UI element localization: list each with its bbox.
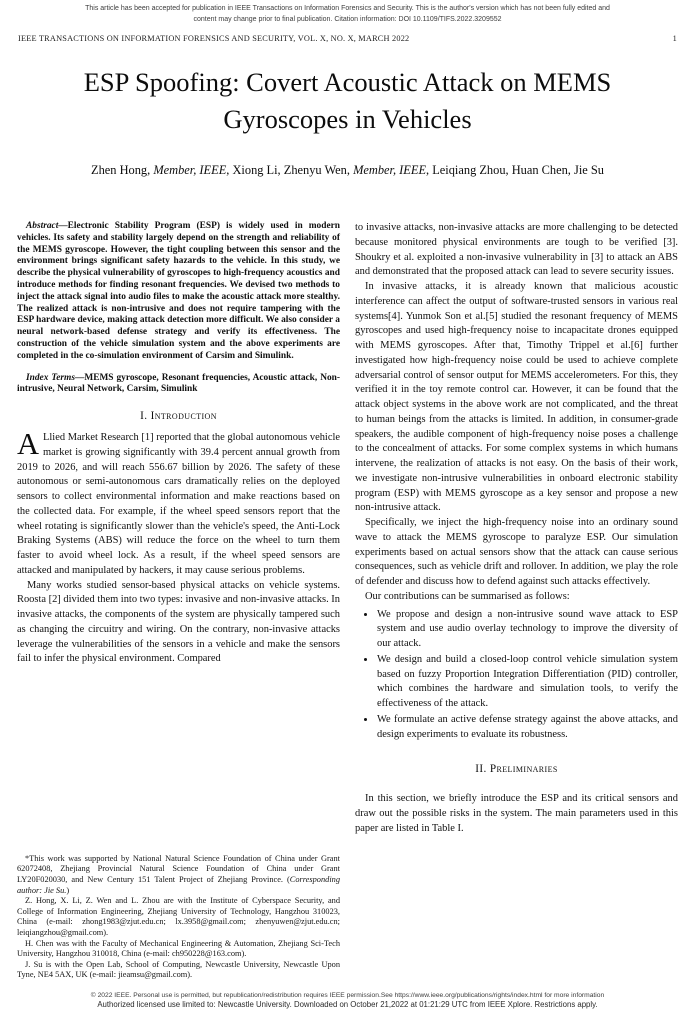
two-column-body <box>17 221 678 981</box>
acceptance-notice-line1: This article has been accepted for publication in IEEE Transactions on Information Forensics and Security. This is the author's version which has not been fully edited and <box>85 5 610 12</box>
abstract-text: —Electronic Stability Program (ESP) is widely used in modern vehicles. Its safety and stability largely depend on the strength and reliability of the MEMS gyroscope. However, the tight coupling between this sensor and the environment brings significant safety hazards to the vehicle. In this study, we describe the physical vulnerability of gyroscopes to high-frequency acoustics and introduce methods for finding resonant frequencies. We devised two methods to inject the attack signal into audio files to make the acoustic attack more stealthy. The realized attack is non-intrusive and does not require tampering with the ESP hardware device, making attack detection more difficult. We also consider a neural network-based defense strategy and verify its effectiveness. The construction of the vehicle simulation system and the above experiments are completed in the co-simulation environment of Carsim and Simulink. <box>17 221 340 361</box>
copyright-line: © 2022 IEEE. Personal use is permitted, but republication/redistribution requires IEEE permission.See https://www.ieee.org/publications/rights/index.html for more information <box>90 991 605 999</box>
right-column <box>355 221 678 981</box>
left-column <box>17 221 340 981</box>
contribution-item: • We formulate an active defense strategy against the above attacks, and design experiments to evaluate its robustness. <box>376 713 678 743</box>
author-names: , Leiqiang Zhou, Huan Chen, Jie Su <box>426 163 604 177</box>
body-paragraph-invasive-attacks: In invasive attacks, it is already known that malicious acoustic interference can affect the output of software-trusted sensors in various real systems[4]. Yunmok Son et al.[5] studied the resonant frequency of MEMS gyroscopes and used high-frequency noise to incapacitate drones equipped with MEMS gyroscopes. After that, Timothy Trippel et al.[6] further investigated how high-frequency noise could be used to achieve complete adversarial control of sensor output for MEMS accelerometers. For this, they verified it in the toy remote control car. However, it can be found that the attack object systems in the above work are not complicated, and the threat to human beings from the attacks is limited. In addition, in consumer-grade speakers, the audible component of high-frequency noise poses a challenge to the concealment of attacks. For some complex systems in which humans intervene, the realization of attacks is not easy. On the basis of their work, we investigate non-intrusive vulnerabilities in onboard electronic stability program (ESP) with MEMS gyroscope as a key sensor and propose a new non-intrusive attack. <box>355 281 678 514</box>
author-names: , Xiong Li, Zhenyu Wen, <box>226 163 354 177</box>
section-heading-preliminaries: II. Preliminaries <box>475 763 558 776</box>
license-line: Authorized licensed use limited to: Newcastle University. Downloaded on October 21,2022 at 01:21:29 UTC from IEEE Xplore. Restrictions apply. <box>97 999 598 1009</box>
index-terms-label: Index Terms <box>26 372 75 383</box>
abstract <box>17 221 340 363</box>
footnote-funding <box>17 854 340 896</box>
contributions-list <box>355 608 678 743</box>
index-terms-text: —MEMS gyroscope, Resonant frequencies, Acoustic attack, Non-intrusive, Neural Network, Carsim, Simulink <box>17 372 340 395</box>
footnote-funding-text: *This work was supported by National Natural Science Foundation of China under Grant 62072408, Zhejiang Provincial Natural Science Foundation of China under Grant LY20F020030, and New Century 151 Talent Project of Zhejiang Province. ( <box>17 853 340 885</box>
drop-cap: A <box>17 427 40 462</box>
intro-paragraph-1 <box>17 427 340 579</box>
preliminaries-paragraph: In this section, we briefly introduce the ESP and its critical sensors and draw out the possible risks in the system. The main parameters used in this paper are listed in Table I. <box>355 793 678 834</box>
contributions-lead-in: Our contributions can be summarised as follows: <box>365 590 570 602</box>
footnotes <box>17 854 340 981</box>
abstract-label: Abstract <box>26 221 59 231</box>
corresponding-author-note: Corresponding author: Jie Su. <box>17 875 340 895</box>
index-terms <box>17 373 340 397</box>
body-paragraph-continuation: to invasive attacks, non-invasive attacks are more challenging to be detected because monitored physical environments are tough to be verified [3]. Shoukry et al. exploited a non-invasive vulnerability in [3] to attack an ABS and demonstrated that the proposed attack can lead to severe security issues. <box>355 222 678 278</box>
footnote-affiliation-2: H. Chen was with the Faculty of Mechanical Engineering & Automation, Zhejiang Sci-Tech University, Hangzhou 310018, China (e-mail: ch950228@163.com). <box>17 938 340 959</box>
intro-paragraph-1-text: Llied Market Research [1] reported that the global autonomous vehicle market is growing significantly with 39.4 percent annual growth from 2019 to 2026, and will reach 556.67 billion by 2026. The safety of these autonomous or semi-autonomous cars dramatically relies on the deployed sensors to collect environmental information and make reactions based on the collected data. For example, if the wheel speed sensors report that the wheel rotating is significantly slower than the vehicle's speed, the Anti-Lock Braking Systems (ABS) will reduce the force on the wheel to turn them faster to avoid wheel lock. As a result, if the wheel speed sensors are attacked and manipulated by hackers, it may cause serious problems. <box>17 432 340 576</box>
journal-title: IEEE TRANSACTIONS ON INFORMATION FORENSICS AND SECURITY, VOL. X, NO. X, MARCH 2022 <box>18 34 410 43</box>
copyright-footer <box>0 992 695 1010</box>
footnote-affiliation-1: Z. Hong, X. Li, Z. Wen and L. Zhou are with the Institute of Cyberspace Security, and College of Information Engineering, Zhejiang University of Technology, Hangzhou 310023, China (e-mail: zhong1983@zjut.edu.cn; lx.3958@gmail.com; zhenyuwen@zjut.edu.cn; leiqiangzhou@gmail.com). <box>17 896 340 938</box>
paper-title <box>0 64 695 138</box>
footnote-funding-close: ) <box>66 885 70 895</box>
paper-title-line1: ESP Spoofing: Covert Acoustic Attack on MEMS <box>83 67 612 97</box>
intro-paragraph-2: Many works studied sensor-based physical attacks on vehicle systems. Roosta [2] divided them into two types: invasive and non-invasive attacks. In invasive attacks, the components of the system are physically tampered such as changing the circuitry and wiring. On the contrary, non-invasive attacks leverage the vulnerabilities of the sensors in a vehicle and make the sensors fail to infer the physical environment. Compared <box>17 579 340 665</box>
author-line <box>0 163 695 178</box>
running-head <box>18 34 677 43</box>
section-heading-introduction: I. Introduction <box>140 410 217 423</box>
paper-title-line2: Gyroscopes in Vehicles <box>223 104 472 134</box>
contribution-item: • We design and build a closed-loop control vehicle simulation system based on fuzzy Proportion Integration Differentiation (PID) controller, which combines the hardware and simulation tools, to verify the effectiveness of the attack. <box>376 653 678 712</box>
author-names: Zhen Hong, <box>91 163 154 177</box>
footnote-affiliation-3: J. Su is with the Open Lab, School of Computing, Newcastle University, Newcastle Upon Tyne, NE4 5AX, UK (e-mail: jieamsu@gmail.com). <box>17 959 340 980</box>
author-affiliation-tag: Member, IEEE <box>153 163 227 177</box>
acceptance-notice <box>0 0 695 25</box>
contribution-item: • We propose and design a non-intrusive sound wave attack to ESP system and use audio overlay technology to improve the diversity of our attack. <box>376 608 678 652</box>
acceptance-notice-line2: content may change prior to final publication. Citation information: DOI 10.1109/TIFS.2022.3209552 <box>193 15 502 23</box>
body-paragraph-specifically: Specifically, we inject the high-frequency noise into an ordinary sound wave to attack the MEMS gyroscope to paralyze ESP. Our simulation experiments based on actual sensors show that the attack can cause serious consequences, such as vehicle drift and rollover. In addition, we play the role of defender and discuss how to defend against such attacks effectively. <box>355 517 678 587</box>
author-affiliation-tag: Member, IEEE <box>353 163 427 177</box>
page-number: 1 <box>672 34 677 43</box>
